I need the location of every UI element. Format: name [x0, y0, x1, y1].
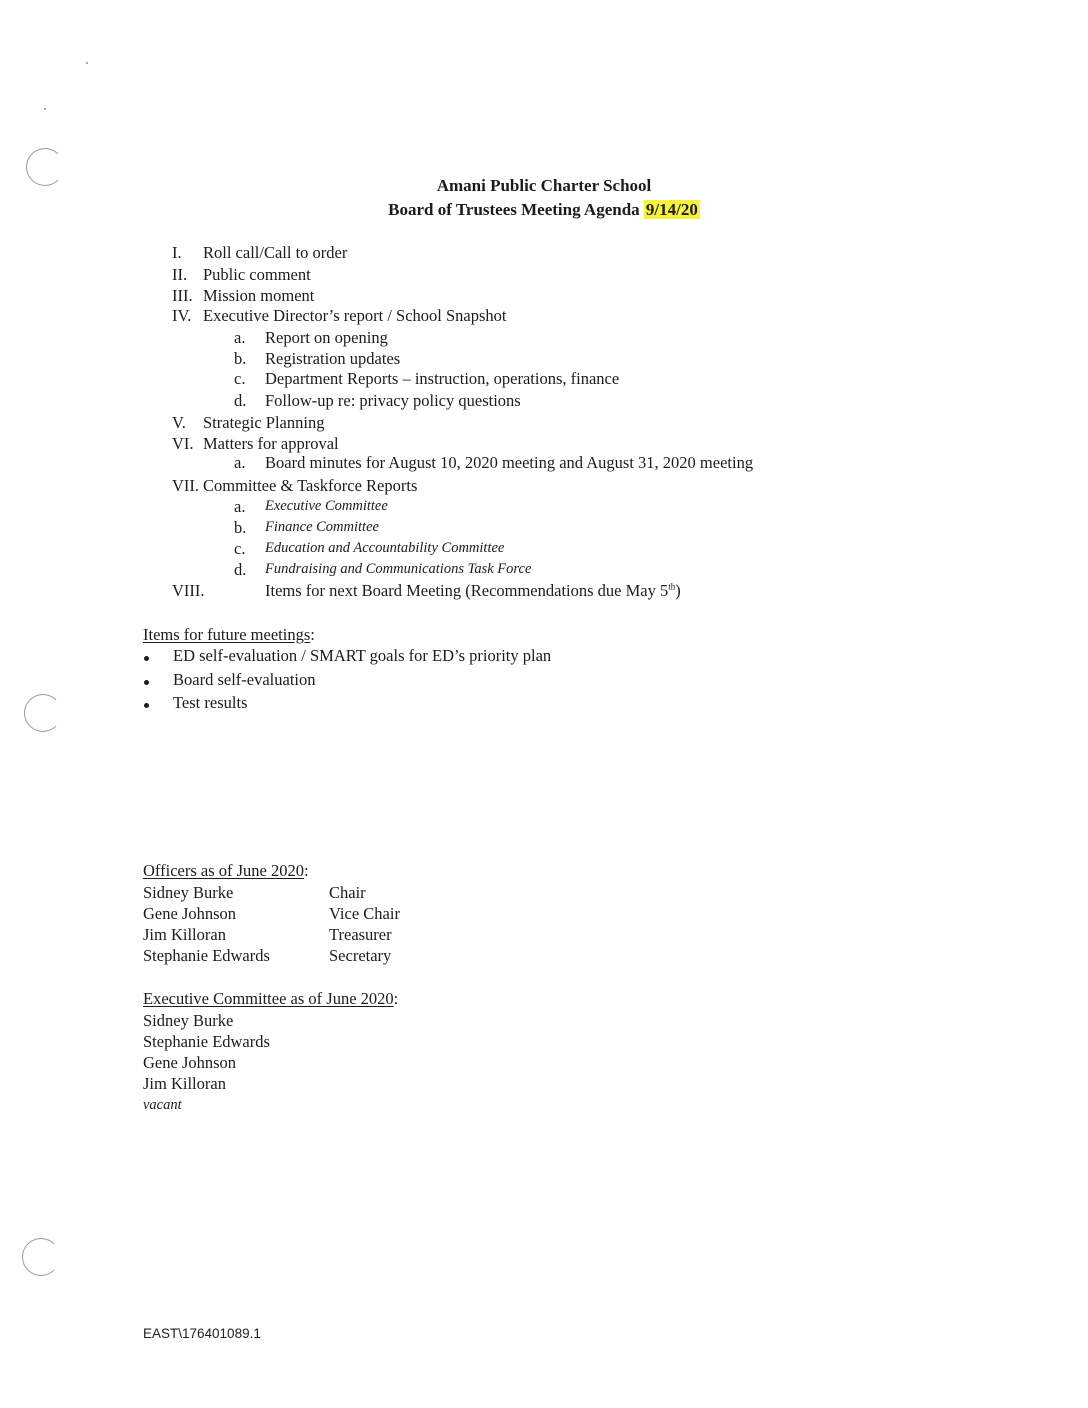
officer-role: Secretary	[329, 946, 392, 965]
scan-speck	[86, 62, 88, 64]
agenda-title-text: Board of Trustees Meeting Agenda	[388, 200, 640, 219]
exec-heading-text: Executive Committee as of June 2020	[143, 989, 394, 1008]
agenda-item-2	[172, 265, 311, 285]
punch-hole-middle	[24, 694, 62, 732]
officer-role: Treasurer	[329, 925, 392, 944]
exec-member: Stephanie Edwards	[143, 1032, 270, 1051]
subitem-letter: b.	[234, 518, 247, 537]
agenda-subitem-7a	[234, 497, 388, 517]
school-name: Amani Public Charter School	[436, 176, 652, 195]
agenda-item-4	[172, 306, 507, 326]
scan-speck	[44, 108, 46, 110]
officer-name: Jim Killoran	[143, 925, 226, 944]
item-text: Executive Director’s report / School Snapshot	[203, 306, 507, 325]
officer-name: Sidney Burke	[143, 883, 234, 902]
subitem-letter: a.	[234, 453, 246, 472]
subitem-text: Board minutes for August 10, 2020 meeting and August 31, 2020 meeting	[265, 453, 754, 472]
item-text: Committee & Taskforce Reports	[203, 476, 418, 495]
agenda-subitem-6a	[234, 453, 754, 473]
heading-colon: :	[304, 861, 309, 880]
exec-member-vacant: vacant	[143, 1097, 182, 1113]
subitem-text: Finance Committee	[265, 519, 379, 535]
item-text: Roll call/Call to order	[203, 243, 348, 262]
bullet-icon	[144, 703, 149, 708]
bullet-icon	[144, 680, 149, 685]
officer-name: Stephanie Edwards	[143, 946, 270, 965]
subitem-letter: d.	[234, 391, 247, 410]
item-text: Mission moment	[203, 286, 315, 305]
exec-member: Gene Johnson	[143, 1053, 237, 1072]
officers-heading-text: Officers as of June 2020	[143, 861, 304, 880]
item-number: IV.	[172, 306, 192, 325]
future-item-1: ED self-evaluation / SMART goals for ED’s priority plan	[173, 646, 552, 665]
future-item-3: Test results	[173, 693, 248, 712]
subitem-text: Department Reports – instruction, operations, finance	[265, 369, 620, 388]
officer-role: Vice Chair	[329, 904, 400, 923]
agenda-item-1	[172, 243, 348, 263]
item-text: Strategic Planning	[203, 413, 325, 432]
item-number: VI.	[172, 434, 194, 453]
exec-member: Sidney Burke	[143, 1011, 234, 1030]
agenda-subitem-7b	[234, 518, 379, 538]
item-number: I.	[172, 243, 182, 262]
superscript-th: th	[668, 581, 676, 592]
item-text: Public comment	[203, 265, 311, 284]
meeting-date: 9/14/20	[645, 200, 698, 219]
future-meetings-heading	[143, 625, 315, 645]
agenda-item-3	[172, 286, 315, 306]
item-number: II.	[172, 265, 188, 284]
item-text: Matters for approval	[203, 434, 339, 453]
subitem-text: Registration updates	[265, 349, 401, 368]
item-text-main: Items for next Board Meeting (Recommendations due May 5	[265, 581, 669, 600]
heading-colon: :	[310, 625, 315, 644]
agenda-subitem-4b	[234, 349, 401, 369]
agenda-title	[0, 200, 1088, 220]
subitem-letter: a.	[234, 328, 246, 347]
exec-committee-heading	[143, 989, 398, 1009]
officer-role: Chair	[329, 883, 366, 902]
agenda-item-6	[172, 434, 339, 454]
exec-member: Jim Killoran	[143, 1074, 226, 1093]
item-number: VIII.	[172, 581, 205, 600]
item-number: V.	[172, 413, 186, 432]
item-text	[265, 581, 681, 601]
agenda-item-7	[172, 476, 418, 496]
officer-name: Gene Johnson	[143, 904, 237, 923]
future-heading-text: Items for future meetings	[143, 625, 311, 644]
subitem-letter: b.	[234, 349, 247, 368]
item-number: VII.	[172, 476, 200, 495]
closing-paren: )	[675, 581, 681, 600]
agenda-subitem-7c	[234, 539, 505, 559]
subitem-text: Follow-up re: privacy policy questions	[265, 391, 521, 410]
subitem-letter: c.	[234, 539, 246, 558]
subitem-letter: d.	[234, 560, 247, 579]
subitem-text: Report on opening	[265, 328, 388, 347]
agenda-item-8	[172, 581, 681, 601]
agenda-subitem-4a	[234, 328, 388, 348]
agenda-item-5	[172, 413, 325, 433]
agenda-subitem-4c	[234, 369, 620, 389]
punch-hole-bottom	[22, 1238, 60, 1276]
subitem-letter: c.	[234, 369, 246, 388]
bullet-icon	[144, 656, 149, 661]
subitem-text: Fundraising and Communications Task Force	[265, 561, 532, 577]
document-id: EAST\176401089.1	[143, 1326, 261, 1341]
subitem-text: Executive Committee	[265, 498, 388, 514]
subitem-letter: a.	[234, 497, 246, 516]
item-number: III.	[172, 286, 193, 305]
agenda-subitem-7d	[234, 560, 532, 580]
agenda-subitem-4d	[234, 391, 521, 411]
officers-heading	[143, 861, 309, 881]
future-item-2: Board self-evaluation	[173, 670, 316, 689]
subitem-text: Education and Accountability Committee	[265, 540, 505, 556]
heading-colon: :	[393, 989, 399, 1008]
